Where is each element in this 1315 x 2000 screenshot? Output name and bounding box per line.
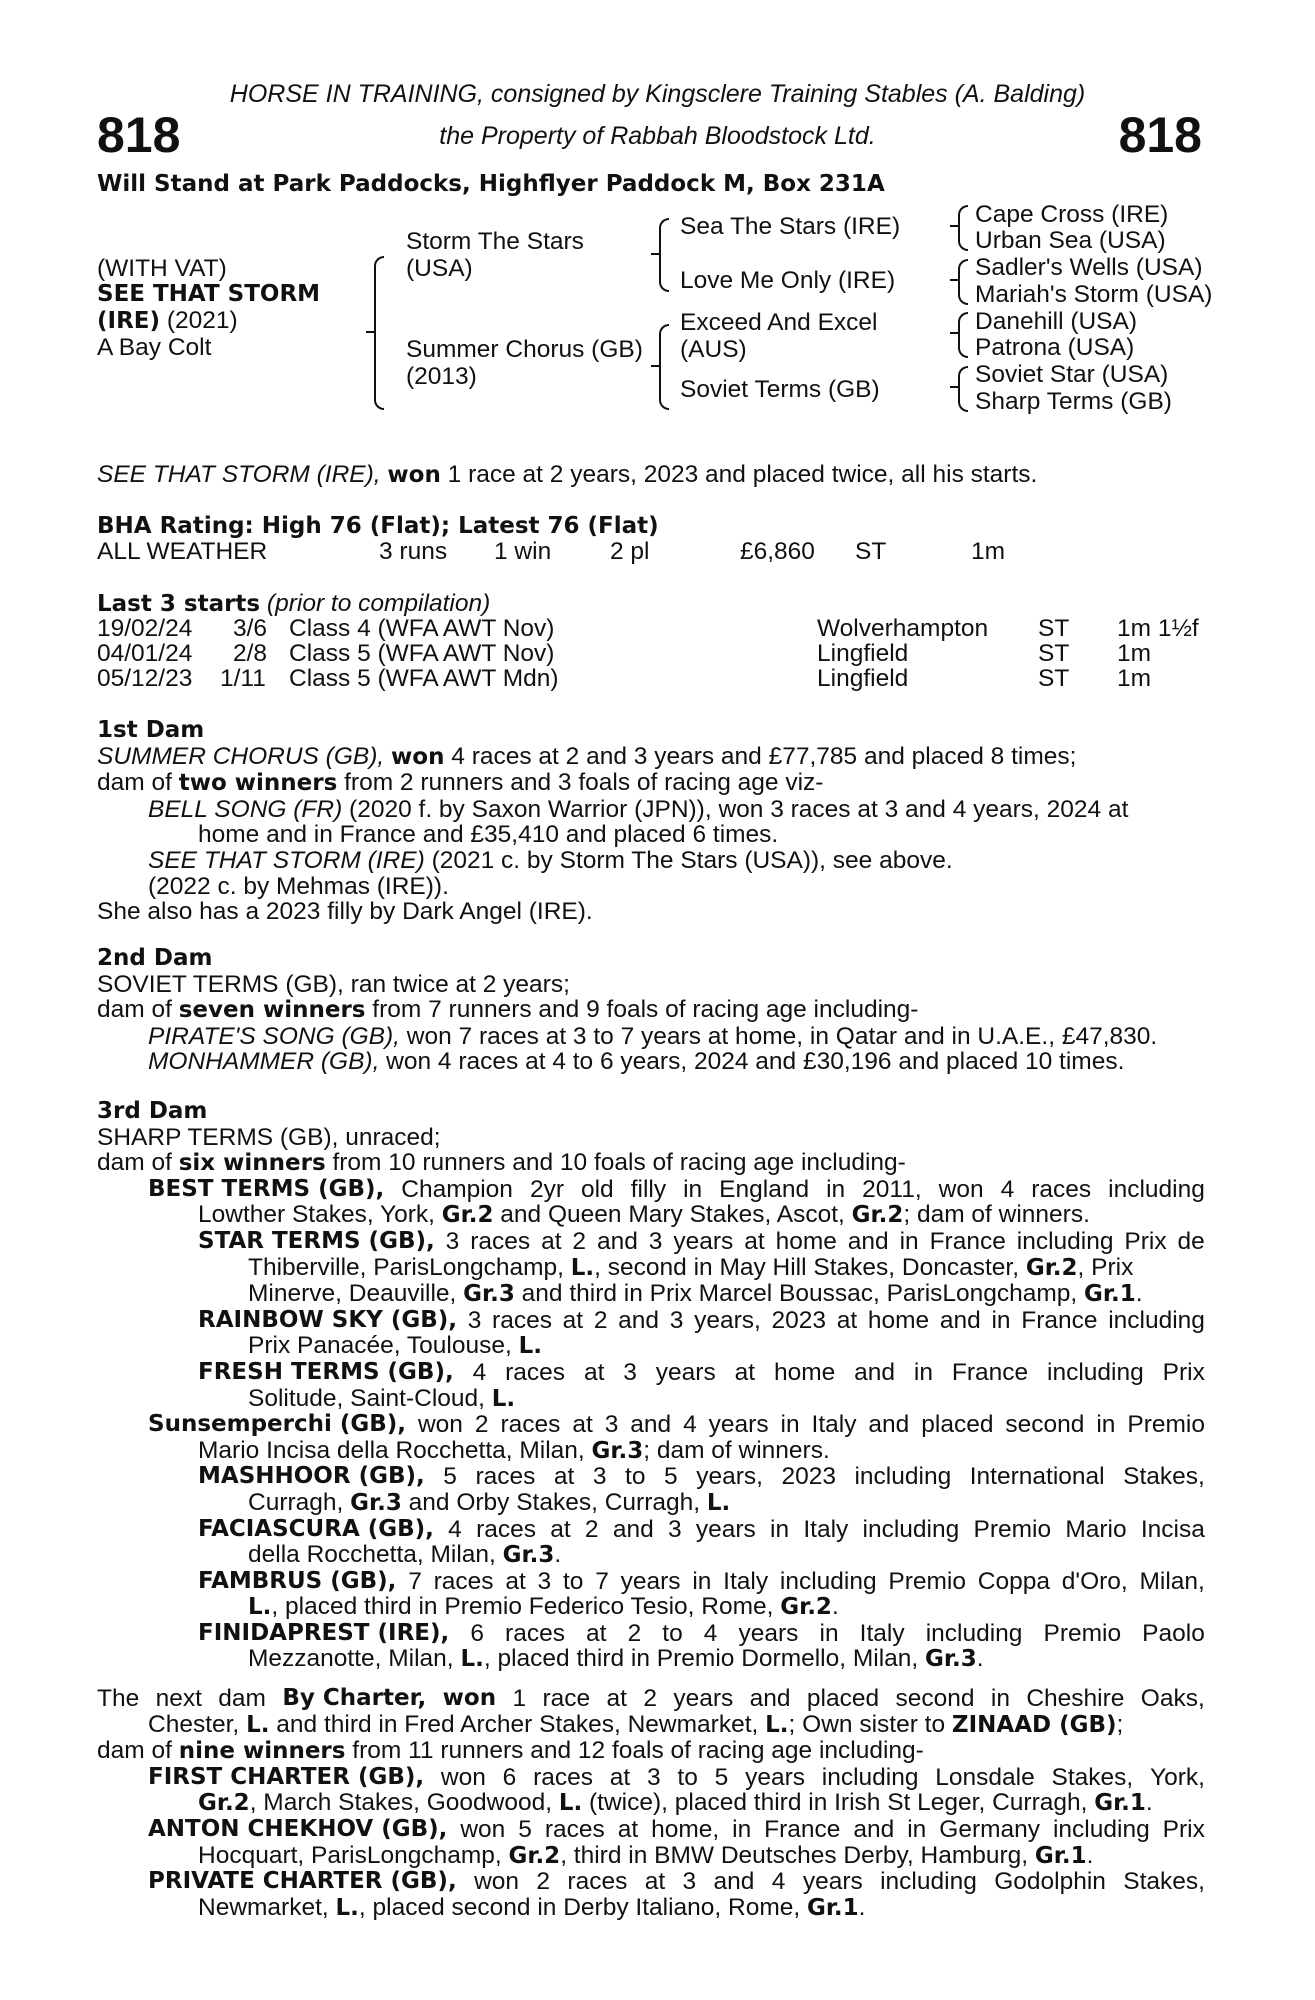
start-distance: 1m (1117, 665, 1152, 692)
lot-number-right: 818 (1118, 107, 1202, 163)
start-going: ST (1038, 615, 1070, 642)
next-dam-line: The next dam By Charter, won 1 race at 2 years and placed second in Cheshire Oaks, (97, 1685, 1205, 1712)
g3-6: Patrona (USA) (975, 334, 1135, 361)
sire: Storm The Stars (406, 228, 584, 255)
start-class: Class 5 (WFA AWT Mdn) (289, 665, 559, 692)
winner-finidaprest-cont: Mezzanotte, Milan, L., placed third in Premio Dormello, Milan, Gr.3. (248, 1645, 984, 1673)
g3-4: Mariah's Storm (USA) (975, 281, 1213, 308)
second-dam-winner: PIRATE'S SONG (GB), won 7 races at 3 to 7 years at home, in Qatar and in U.A.E., £47,830. (148, 1022, 1158, 1050)
g3-8: Sharp Terms (GB) (975, 388, 1172, 415)
vat-label: (WITH VAT) (97, 255, 227, 282)
sire-sire: Sea The Stars (IRE) (680, 213, 901, 240)
winner-anton-chekhov: ANTON CHEKHOV (GB), won 5 races at home, in France and in Germany including Prix (148, 1815, 1205, 1843)
start-date: 04/01/24 (97, 640, 193, 667)
record-surface: ALL WEATHER (97, 538, 268, 565)
winner-first-charter: FIRST CHARTER (GB), won 6 races at 3 to 5 years including Lonsdale Stakes, York, (148, 1763, 1205, 1791)
winner-star-terms-cont: Thiberville, ParisLongchamp, L., second in May Hill Stakes, Doncaster, Gr.2, Prix (248, 1253, 1134, 1281)
second-dam-section (97, 946, 1205, 1075)
winner-susemperchi-cont: Mario Incisa della Rocchetta, Milan, Gr.3; dam of winners. (198, 1436, 830, 1464)
winner-best-terms: BEST TERMS (GB), Champion 2yr old filly in England in 2011, won 4 races including (148, 1175, 1205, 1203)
second-dam-produce: dam of seven winners from 7 runners and 9 foals of racing age including- (97, 996, 919, 1024)
winner-anton-chekhov-cont: Hocquart, ParisLongchamp, Gr.2, third in BMW Deutsches Derby, Hamburg, Gr.1. (198, 1841, 1094, 1869)
start-class: Class 5 (WFA AWT Nov) (289, 640, 555, 667)
record-going: ST (855, 538, 887, 565)
g3-1: Cape Cross (IRE) (975, 201, 1169, 228)
start-going: ST (1038, 640, 1070, 667)
start-distance: 1m 1½f (1117, 615, 1199, 642)
winner-fambrus: FAMBRUS (GB), 7 races at 3 to 7 years in Italy including Premio Coppa d'Oro, Milan, (198, 1567, 1205, 1595)
start-going: ST (1038, 665, 1070, 692)
winner-faciascura: FACIASCURA (GB), 4 races at 2 and 3 years in Italy including Premio Mario Incisa (198, 1515, 1205, 1543)
g3-3: Sadler's Wells (USA) (975, 254, 1203, 281)
winner-mashhoor: MASHHOOR (GB), 5 races at 3 to 5 years, 2023 including International Stakes, (198, 1463, 1205, 1491)
winner-susemperchi: Sunsemperchi (GB), won 2 races at 3 and 4 years in Italy and placed second in Premio (148, 1411, 1205, 1439)
winner-star-terms-cont: Minerve, Deauville, Gr.3 and third in Prix Marcel Boussac, ParisLongchamp, Gr.1. (248, 1280, 1143, 1308)
horse-foaled: (IRE) (2021) (97, 307, 238, 334)
winner-faciascura-cont: della Rocchetta, Milan, Gr.3. (248, 1541, 562, 1569)
third-dam-heading: 3rd Dam (97, 1098, 208, 1124)
winner-fresh-terms: FRESH TERMS (GB), 4 races at 3 years at home and in France including Prix (198, 1358, 1205, 1386)
horse-sex: A Bay Colt (97, 334, 212, 361)
start-course: Lingfield (817, 665, 909, 692)
record-wins: 1 win (494, 538, 552, 565)
first-dam-heading: 1st Dam (97, 717, 205, 743)
dam-sire-country: (AUS) (680, 336, 747, 363)
second-dam-winner: MONHAMMER (GB), won 4 races at 4 to 6 years, 2024 and £30,196 and placed 10 times. (148, 1048, 1125, 1076)
winner-fresh-terms-cont: Solitude, Saint-Cloud, L. (248, 1384, 516, 1412)
first-dam-produce: dam of two winners from 2 runners and 3 foals of racing age viz- (97, 769, 824, 797)
record-placed: 2 pl (610, 538, 650, 565)
first-dam-foal: SEE THAT STORM (IRE) (2021 c. by Storm The Stars (USA)), see above. (148, 846, 953, 874)
winner-rainbow-sky: RAINBOW SKY (GB), 3 races at 2 and 3 years, 2023 at home and in France including (198, 1306, 1205, 1334)
start-position: 3/6 (233, 615, 268, 642)
stand-location: Will Stand at Park Paddocks, Highflyer Paddock M, Box 231A (97, 171, 885, 197)
sire-country: (USA) (406, 255, 473, 282)
property-line: the Property of Rabbah Bloodstock Ltd. (439, 122, 876, 150)
record-prize: £6,860 (740, 538, 815, 565)
next-dam-section (97, 1686, 1205, 1921)
next-dam-produce: dam of nine winners from 11 runners and 12 foals of racing age including- (97, 1737, 924, 1765)
winner-first-charter-cont: Gr.2, March Stakes, Goodwood, L. (twice), placed third in Irish St Leger, Curragh, Gr.1. (198, 1789, 1153, 1817)
first-dam-line: SUMMER CHORUS (GB), won 4 races at 2 and 3 years and £77,785 and placed 8 times; (97, 742, 1077, 770)
start-position: 1/11 (220, 665, 266, 692)
start-date: 19/02/24 (97, 615, 193, 642)
first-dam-foal: (2022 c. by Mehmas (IRE)). (148, 872, 449, 900)
start-distance: 1m (1117, 640, 1152, 667)
winner-best-terms-cont: Lowther Stakes, York, Gr.2 and Queen Mary Stakes, Ascot, Gr.2; dam of winners. (198, 1201, 1090, 1229)
winner-private-charter: PRIVATE CHARTER (GB), won 2 races at 3 and 4 years including Godolphin Stakes, (148, 1868, 1205, 1896)
winner-finidaprest: FINIDAPREST (IRE), 6 races at 2 to 4 years in Italy including Premio Paolo (198, 1619, 1205, 1647)
horse-name: SEE THAT STORM (97, 281, 321, 307)
start-class: Class 4 (WFA AWT Nov) (289, 615, 555, 642)
start-date: 05/12/23 (97, 665, 193, 692)
sire-dam: Love Me Only (IRE) (680, 267, 896, 294)
lot-number-left: 818 (97, 107, 181, 163)
dam: Summer Chorus (GB) (406, 336, 643, 363)
next-dam-line-cont: Chester, L. and third in Fred Archer Stakes, Newmarket, L.; Own sister to ZINAAD (GB); (148, 1710, 1124, 1738)
winner-rainbow-sky-cont: Prix Panacée, Toulouse, L. (248, 1332, 542, 1360)
dam-year: (2013) (406, 363, 477, 390)
first-dam-foal-cont: home and in France and £35,410 and placed 6 times. (198, 821, 779, 849)
third-dam-line: SHARP TERMS (GB), unraced; (97, 1123, 441, 1151)
winner-mashhoor-cont: Curragh, Gr.3 and Orby Stakes, Curragh, L. (248, 1488, 731, 1516)
second-dam-heading: 2nd Dam (97, 945, 213, 971)
g3-2: Urban Sea (USA) (975, 227, 1166, 254)
first-dam-section (97, 718, 1205, 925)
start-course: Wolverhampton (817, 615, 989, 642)
first-dam-foal: BELL SONG (FR) (2020 f. by Saxon Warrior (JPN)), won 3 races at 3 and 4 years, 2024 at (148, 795, 1129, 823)
start-position: 2/8 (233, 640, 268, 667)
start-course: Lingfield (817, 640, 909, 667)
last-starts-heading: Last 3 starts (prior to compilation) (97, 590, 491, 617)
winner-star-terms: STAR TERMS (GB), 3 races at 2 and 3 years at home and in France including Prix de (198, 1227, 1205, 1255)
first-dam-note: She also has a 2023 filly by Dark Angel (IRE). (97, 898, 593, 926)
race-summary: SEE THAT STORM (IRE), won 1 race at 2 years, 2023 and placed twice, all his starts. (97, 461, 1038, 488)
record-distance: 1m (971, 538, 1006, 565)
winner-fambrus-cont: L., placed third in Premio Federico Tesio, Rome, Gr.2. (248, 1593, 839, 1621)
third-dam-section (97, 1099, 1205, 1673)
g3-5: Danehill (USA) (975, 308, 1138, 335)
consignor-line: HORSE IN TRAINING, consigned by Kingsclere Training Stables (A. Balding) (229, 80, 1086, 108)
second-dam-line: SOVIET TERMS (GB), ran twice at 2 years; (97, 970, 570, 998)
g3-7: Soviet Star (USA) (975, 361, 1169, 388)
winner-private-charter-cont: Newmarket, L., placed second in Derby Italiano, Rome, Gr.1. (198, 1893, 866, 1921)
bha-rating: BHA Rating: High 76 (Flat); Latest 76 (Flat) (97, 513, 659, 539)
record-runs: 3 runs (379, 538, 448, 565)
dam-sire: Exceed And Excel (680, 309, 878, 336)
third-dam-produce: dam of six winners from 10 runners and 10 foals of racing age including- (97, 1149, 906, 1177)
dam-dam: Soviet Terms (GB) (680, 376, 880, 403)
